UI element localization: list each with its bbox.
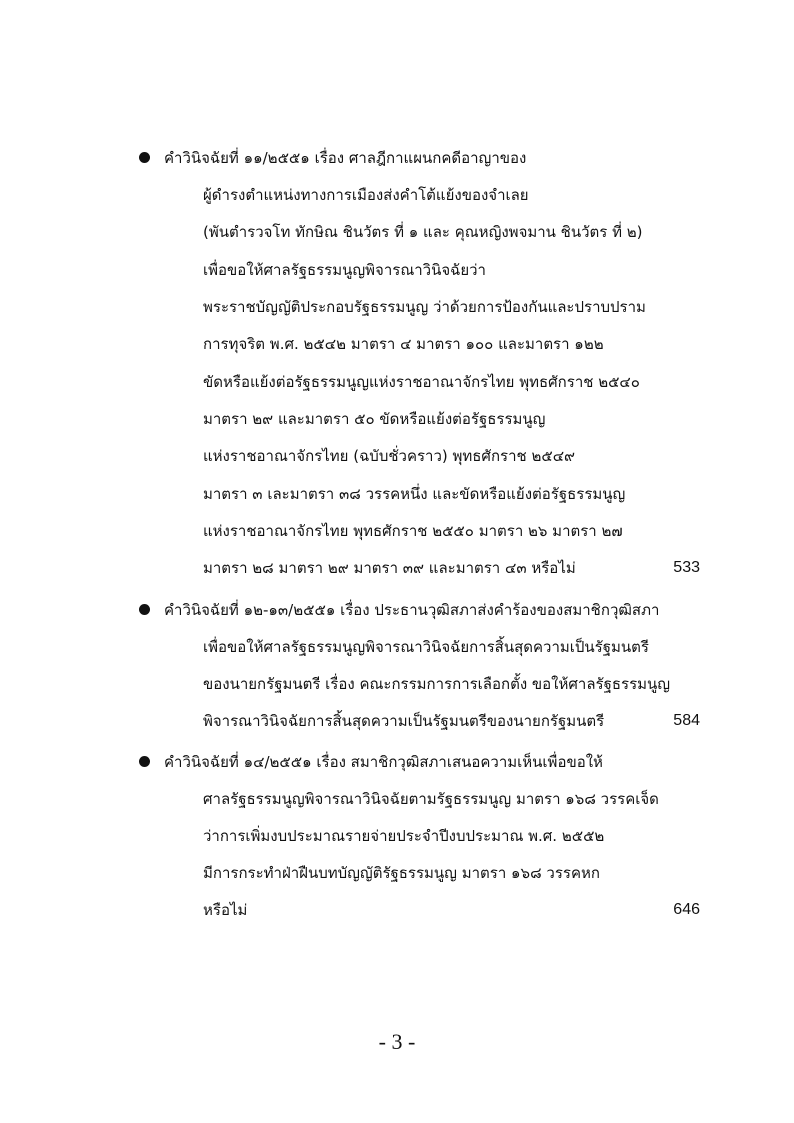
- toc-entry-line: มาตรา ๓ เละมาตรา ๓๘ วรรคหนึ่ง และขัดหรือแย้งต่อรัฐธรรมนูญ: [203, 485, 626, 503]
- toc-entry-line: พระราชบัญญัติประกอบรัฐธรรมนูญ ว่าด้วยการป้องกันและปราบปราม: [203, 298, 646, 316]
- toc-entry-line: (พันตำรวจโท ทักษิณ ชินวัตร ที่ ๑ และ คุณหญิงพจมาน ชินวัตร ที่ ๒): [203, 223, 643, 241]
- bullet-icon: [139, 604, 150, 615]
- toc-page-number: 533: [673, 559, 700, 576]
- toc-entry-line: เพื่อขอให้ศาลรัฐธรรมนูญพิจารณาวินิจฉัยว่า: [203, 261, 486, 279]
- toc-entry-line: มาตรา ๒๘ มาตรา ๒๙ มาตรา ๓๙ และมาตรา ๔๓ หรือไม่: [203, 559, 576, 577]
- bullet-icon: [139, 152, 150, 163]
- toc-entry-title-line: คำวินิจฉัยที่ ๑๒-๑๓/๒๕๕๑ เรื่อง ประธานวุฒิสภาส่งคำร้องของสมาชิกวุฒิสภา: [164, 601, 660, 619]
- toc-page-number: 646: [673, 901, 700, 918]
- toc-entry-line: มีการกระทำฝ่าฝืนบทบัญญัติรัฐธรรมนูญ มาตรา ๑๖๘ วรรคหก: [203, 864, 600, 882]
- toc-entry-line: เพื่อขอให้ศาลรัฐธรรมนูญพิจารณาวินิจฉัยการสิ้นสุดความเป็นรัฐมนตรี: [203, 638, 649, 656]
- toc-entry-line: ของนายกรัฐมนตรี เรื่อง คณะกรรมการการเลือกตั้ง ขอให้ศาลรัฐธรรมนูญ: [203, 675, 671, 693]
- page-footer-number: - 3 -: [378, 1029, 416, 1054]
- toc-entry-line: ผู้ดำรงตำแหน่งทางการเมืองส่งคำโต้แย้งของจำเลย: [203, 186, 529, 204]
- toc-entry-line: มาตรา ๒๙ และมาตรา ๕๐ ขัดหรือแย้งต่อรัฐธรรมนูญ: [203, 410, 546, 428]
- toc-entry-line: แห่งราชอาณาจักรไทย พุทธศักราช ๒๕๕๐ มาตรา ๒๖ มาตรา ๒๗: [203, 522, 623, 540]
- toc-entry-line: ขัดหรือแย้งต่อรัฐธรรมนูญแห่งราชอาณาจักรไทย พุทธศักราช ๒๕๔๐: [203, 373, 640, 391]
- toc-entry-title-line: คำวินิจฉัยที่ ๑๔/๒๕๕๑ เรื่อง สมาชิกวุฒิสภาเสนอความเห็นเพื่อขอให้: [164, 753, 603, 771]
- toc-entry-line: พิจารณาวินิจฉัยการสิ้นสุดความเป็นรัฐมนตรีของนายกรัฐมนตรี: [203, 712, 605, 730]
- toc-entry-title-line: คำวินิจฉัยที่ ๑๑/๒๕๕๑ เรื่อง ศาลฎีกาแผนกคดีอาญาของ: [164, 149, 527, 167]
- toc-entry-line: แห่งราชอาณาจักรไทย (ฉบับชั่วคราว) พุทธศักราช ๒๕๔๙: [203, 447, 576, 465]
- toc-entry-line: หรือไม่: [203, 901, 248, 919]
- toc-page-number: 584: [673, 712, 700, 729]
- bullet-icon: [139, 756, 150, 767]
- toc-entry-line: ว่าการเพิ่มงบประมาณรายจ่ายประจำปีงบประมาณ พ.ศ. ๒๕๕๒: [203, 827, 605, 845]
- toc-entry-line: การทุจริต พ.ศ. ๒๕๔๒ มาตรา ๔ มาตรา ๑๐๐ และมาตรา ๑๒๒: [203, 335, 604, 353]
- toc-entry-line: ศาลรัฐธรรมนูญพิจารณาวินิจฉัยตามรัฐธรรมนูญ มาตรา ๑๖๘ วรรคเจ็ด: [203, 790, 659, 808]
